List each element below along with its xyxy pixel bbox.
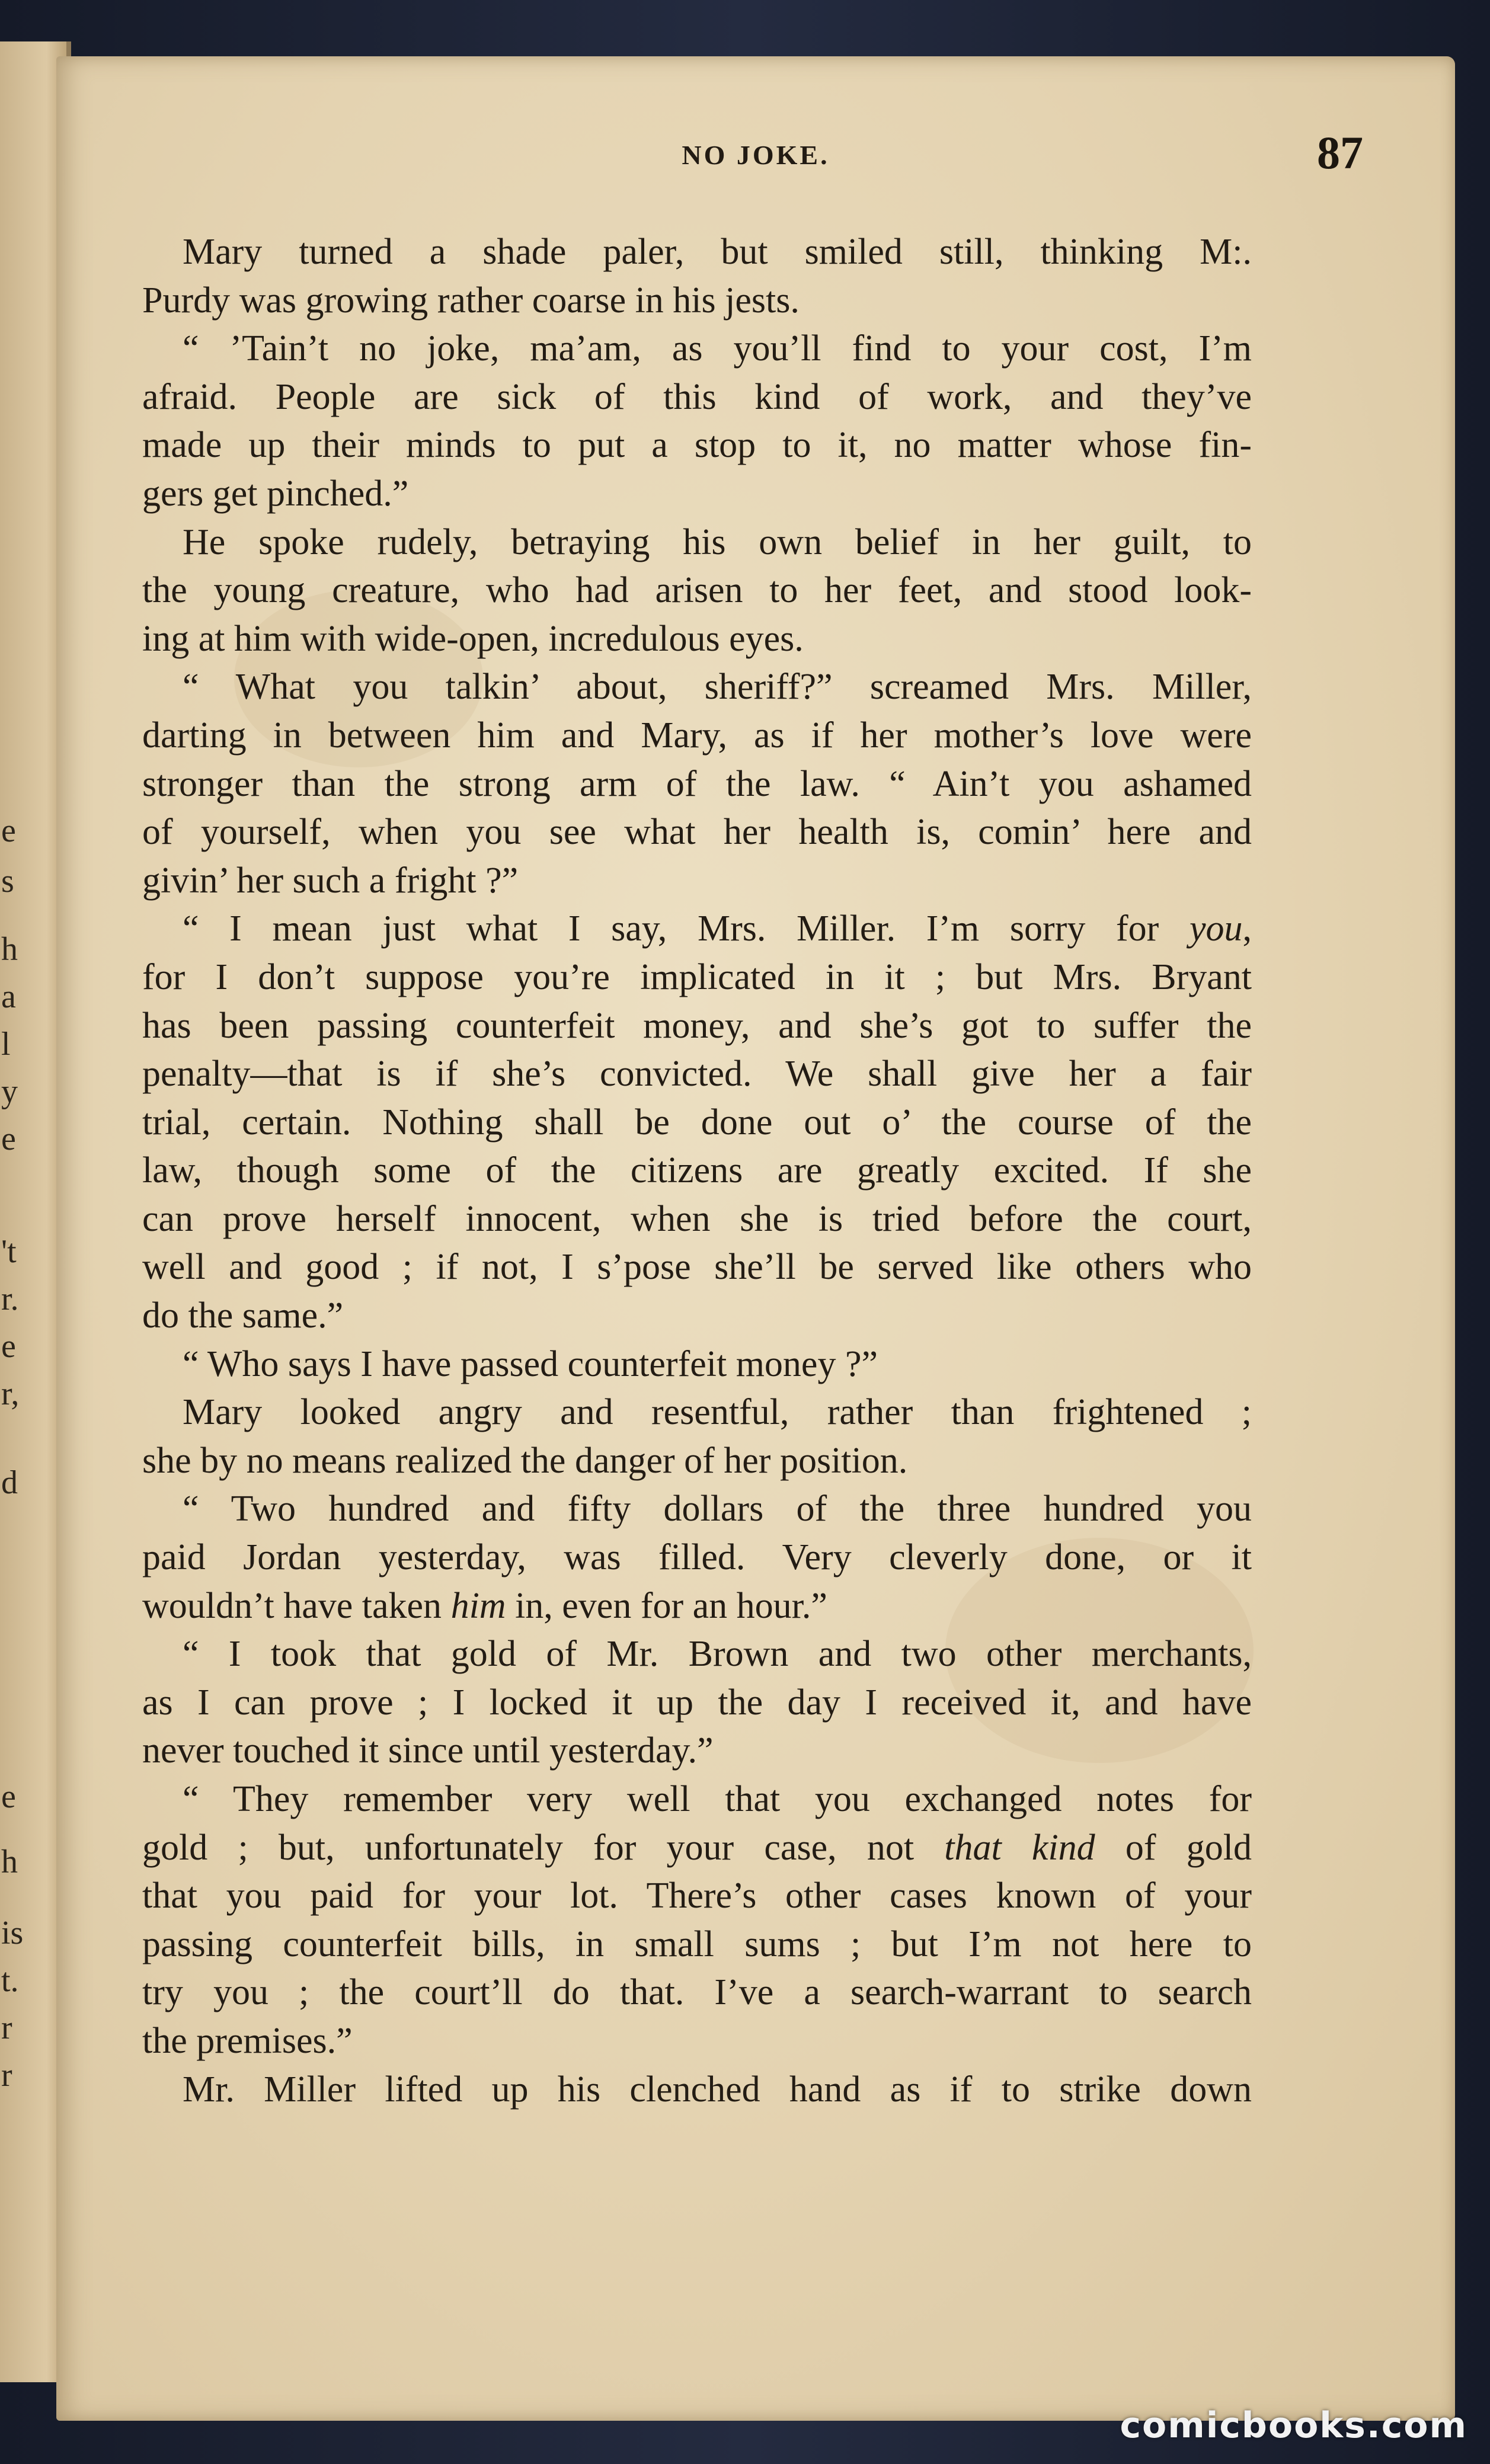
text-line: “ What you talkin’ about, sheriff?” screamed Mrs. Miller, — [183, 667, 1252, 708]
facing-page-char: a — [1, 978, 16, 1015]
text-line: that you paid for your lot. There’s other cases known of your — [142, 1876, 1252, 1916]
running-title: NO JOKE. — [682, 140, 830, 170]
facing-page-char: 't — [1, 1233, 17, 1270]
body-text — [142, 228, 1252, 2114]
text-segment: in, even for an hour.” — [506, 1585, 827, 1626]
text-segment: of gold — [1095, 1827, 1252, 1868]
text-line — [142, 1824, 1252, 1873]
facing-page-char: h — [1, 1844, 18, 1880]
text-line: stronger than the strong arm of the law. “ Ain’t you ashamed — [142, 763, 1252, 804]
facing-page-char: e — [1, 812, 16, 849]
text-line: penalty—that is if she’s convicted. We shall give her a fair — [142, 1054, 1252, 1095]
text-line: the premises.” — [142, 2020, 353, 2061]
text-line: afraid. People are sick of this kind of work, and they’ve — [142, 376, 1252, 417]
text-line: “ Who says I have passed counterfeit money ?” — [183, 1343, 878, 1384]
text-segment: “ I mean just what I say, Mrs. Miller. I’m sorry for — [183, 908, 1190, 949]
text-line: for I don’t suppose you’re implicated in it ; but Mrs. Bryant — [142, 956, 1252, 997]
facing-page-char: is — [1, 1915, 24, 1951]
text-line: try you ; the court’ll do that. I’ve a search-warrant to search — [142, 1972, 1252, 2013]
facing-page-char: r. — [1, 1281, 19, 1317]
text-line: the young creature, who had arisen to her feet, and stood look- — [142, 570, 1252, 611]
text-line: trial, certain. Nothing shall be done out o’ the course of the — [142, 1102, 1252, 1143]
text-line: gers get pinched.” — [142, 473, 409, 514]
facing-page-char: y — [1, 1073, 18, 1110]
text-segment: , — [1242, 908, 1252, 949]
facing-page-char: r — [1, 2057, 12, 2094]
facing-page-char: s — [1, 863, 14, 900]
text-line: Mary looked angry and resentful, rather than frightened ; — [183, 1392, 1252, 1433]
text-line: givin’ her such a fright ?” — [142, 860, 519, 901]
facing-page-char: e — [1, 1121, 16, 1157]
text-segment: wouldn’t have taken — [142, 1585, 451, 1626]
watermark: comicbooks.com — [1120, 2405, 1467, 2446]
text-line: do the same.” — [142, 1295, 344, 1336]
text-line: made up their minds to put a stop to it, no matter whose fin- — [142, 425, 1252, 466]
text-line: law, though some of the citizens are greatly excited. If she — [142, 1150, 1252, 1191]
text-line: has been passing counterfeit money, and she’s got to suffer the — [142, 1005, 1252, 1046]
text-line: well and good ; if not, I s’pose she’ll be served like others who — [142, 1247, 1252, 1288]
text-line: of yourself, when you see what her health is, comin’ here and — [142, 812, 1252, 853]
text-line: as I can prove ; I locked it up the day I received it, and have — [142, 1682, 1252, 1723]
facing-page-char: t. — [1, 1962, 19, 1999]
text-line — [142, 1582, 1252, 1631]
book-page — [56, 56, 1455, 2421]
italic-text: you — [1189, 908, 1243, 949]
text-line: Mr. Miller lifted up his clenched hand as if to strike down — [183, 2069, 1252, 2110]
text-line: ing at him with wide-open, incredulous eyes. — [142, 618, 804, 659]
text-line: passing counterfeit bills, in small sums ; but I’m not here to — [142, 1924, 1252, 1964]
facing-page-char: r, — [1, 1375, 20, 1412]
text-line: He spoke rudely, betraying his own belief in her guilt, to — [183, 521, 1252, 562]
running-head — [56, 127, 1455, 187]
facing-page-char: e — [1, 1328, 16, 1365]
text-line: never touched it since until yesterday.” — [142, 1730, 714, 1771]
text-line: darting in between him and Mary, as if her mother’s love were — [142, 715, 1252, 756]
facing-page-char: r — [1, 2009, 12, 2046]
italic-text: that kind — [944, 1827, 1095, 1868]
text-line: “ ’Tain’t no joke, ma’am, as you’ll find to your cost, I’m — [183, 328, 1252, 369]
text-line: “ I took that gold of Mr. Brown and two other merchants, — [183, 1634, 1252, 1675]
facing-page-char: l — [1, 1026, 11, 1063]
text-line: Mary turned a shade paler, but smiled still, thinking M:. — [183, 232, 1252, 272]
text-line: “ They remember very well that you exchanged notes for — [183, 1779, 1252, 1819]
facing-page-char: e — [1, 1778, 16, 1815]
facing-page-char: h — [1, 931, 18, 968]
facing-page-char: d — [1, 1464, 18, 1501]
text-line: Purdy was growing rather coarse in his jests. — [142, 280, 800, 321]
text-line: “ Two hundred and fifty dollars of the three hundred you — [183, 1489, 1252, 1529]
italic-text: him — [450, 1585, 506, 1626]
text-line: she by no means realized the danger of her position. — [142, 1440, 908, 1481]
text-segment: gold ; but, unfortunately for your case, not — [142, 1827, 945, 1868]
text-line: paid Jordan yesterday, was filled. Very cleverly done, or it — [142, 1537, 1252, 1578]
text-line — [142, 905, 1252, 953]
page-number: 87 — [1317, 127, 1363, 178]
text-line: can prove herself innocent, when she is tried before the court, — [142, 1198, 1252, 1239]
